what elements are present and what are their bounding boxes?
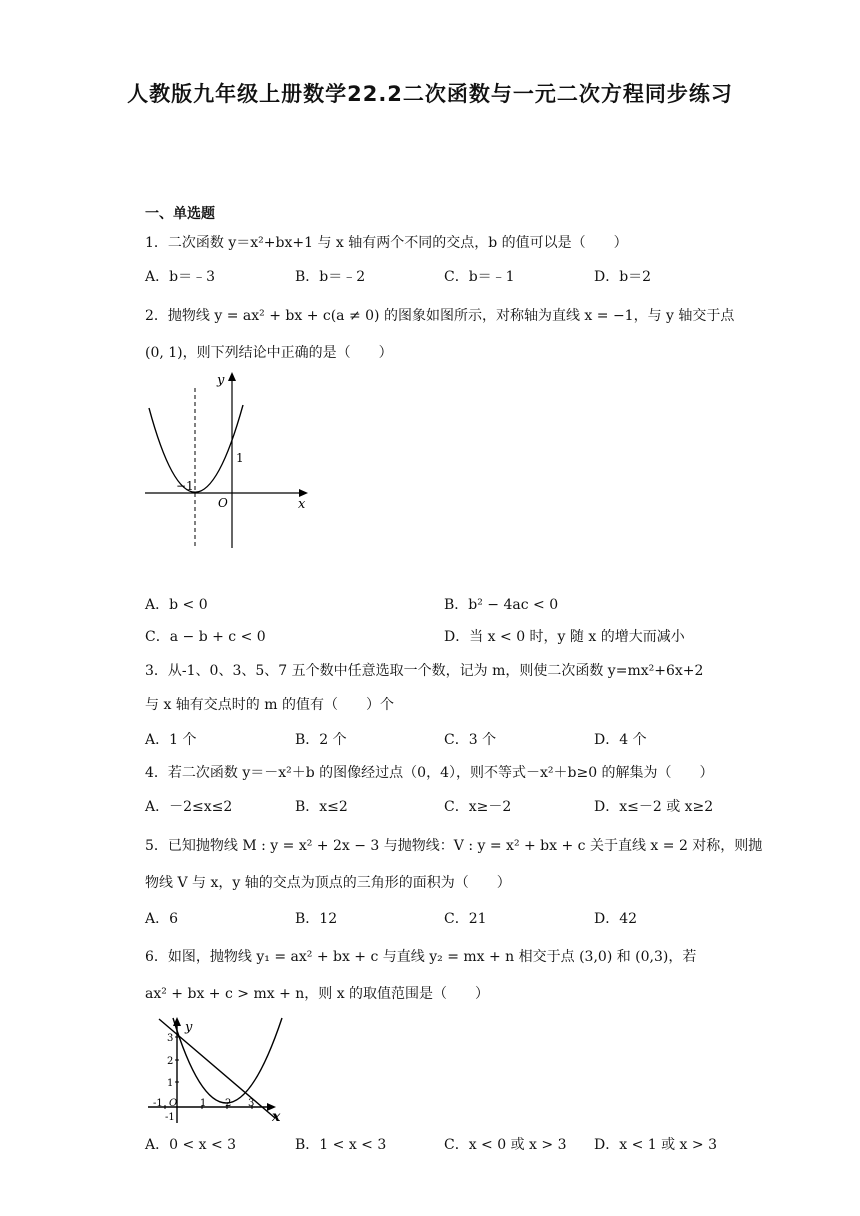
q6-x-tick-1: 1 — [200, 1098, 207, 1109]
q2-parabola-graph — [140, 368, 315, 553]
question-4-text: 4．若二次函数 y＝－x²＋b 的图像经过点（0，4），则不等式－x²＋b≥0 的解集为（ ） — [145, 765, 714, 781]
q5-option-c[interactable]: C．21 — [444, 911, 487, 927]
q2-origin-label: O — [218, 496, 228, 510]
q6-origin-label: O — [169, 1098, 178, 1109]
q6-x-tick-neg1: -1 — [153, 1098, 163, 1109]
q3-option-a[interactable]: A．1 个 — [145, 732, 197, 748]
q6-x-tick-2: 2 — [225, 1098, 232, 1109]
q3-option-c[interactable]: C．3 个 — [444, 732, 497, 748]
question-5-line-1: 5．已知抛物线 M : y = x² + 2x − 3 与抛物线：V : y = x² + bx + c 关于直线 x = 2 对称，则抛 — [145, 838, 763, 854]
q6-parabola-line-graph — [145, 1013, 290, 1128]
q3-option-d[interactable]: D．4 个 — [594, 732, 647, 748]
question-1-text: 1．二次函数 y＝x²+bx+1 与 x 轴有两个不同的交点，b 的值可以是（ ） — [145, 235, 628, 251]
q1-option-a[interactable]: A．b＝﹣3 — [145, 269, 215, 285]
q2-option-d[interactable]: D．当 x < 0 时，y 随 x 的增大而减小 — [444, 629, 685, 645]
q6-y-tick-2: 2 — [167, 1056, 174, 1067]
q6-x-axis-label: x — [272, 1109, 281, 1125]
q4-option-c[interactable]: C．x≥－2 — [444, 799, 512, 815]
q4-option-b[interactable]: B．x≤2 — [295, 799, 348, 815]
q6-option-c[interactable]: C．x < 0 或 x > 3 — [444, 1137, 567, 1153]
q2-x-axis-label: x — [298, 497, 306, 512]
q1-option-d[interactable]: D．b＝2 — [594, 269, 652, 285]
q2-option-a[interactable]: A．b < 0 — [145, 597, 208, 613]
q6-option-d[interactable]: D．x < 1 或 x > 3 — [594, 1137, 717, 1153]
q2-option-c[interactable]: C．a − b + c < 0 — [145, 629, 266, 645]
q4-option-d[interactable]: D．x≤－2 或 x≥2 — [594, 799, 714, 815]
q6-option-b[interactable]: B．1 < x < 3 — [295, 1137, 387, 1153]
q6-option-a[interactable]: A．0 < x < 3 — [145, 1137, 237, 1153]
q1-option-c[interactable]: C．b＝﹣1 — [444, 269, 515, 285]
question-3-line-1: 3．从-1、0、3、5、7 五个数中任意选取一个数，记为 m，则使二次函数 y=mx²+6x+2 — [145, 663, 704, 679]
question-6-line-1: 6．如图，抛物线 y₁ = ax² + bx + c 与直线 y₂ = mx + n 相交于点 (3,0) 和 (0,3)，若 — [145, 949, 697, 965]
page-title: 人教版九年级上册数学22.2二次函数与一元二次方程同步练习 — [127, 82, 733, 106]
section-heading: 一、单选题 — [145, 206, 215, 222]
q1-option-b[interactable]: B．b＝﹣2 — [295, 269, 366, 285]
q3-option-b[interactable]: B．2 个 — [295, 732, 347, 748]
question-2-line-1: 2．抛物线 y = ax² + bx + c(a ≠ 0) 的图象如图所示，对称轴为直线 x = −1，与 y 轴交于点 — [145, 308, 735, 324]
q6-y-axis-label: y — [185, 1020, 193, 1035]
question-6-line-2: ax² + bx + c > mx + n，则 x 的取值范围是（ ） — [145, 986, 490, 1002]
question-5-line-2: 物线 V 与 x，y 轴的交点为顶点的三角形的面积为（ ） — [145, 875, 511, 891]
q5-option-d[interactable]: D．42 — [594, 911, 638, 927]
q2-neg1-label: −1 — [176, 479, 194, 493]
q4-option-a[interactable]: A．－2≤x≤2 — [145, 799, 233, 815]
q6-x-tick-3: 3 — [248, 1098, 255, 1109]
q5-option-b[interactable]: B．12 — [295, 911, 338, 927]
question-2-line-2: (0, 1)，则下列结论中正确的是（ ） — [145, 345, 393, 361]
q6-y-tick-3: 3 — [167, 1033, 174, 1044]
q6-y-tick-neg1: -1 — [165, 1112, 175, 1123]
question-3-line-2: 与 x 轴有交点时的 m 的值有（ ）个 — [145, 697, 394, 713]
q5-option-a[interactable]: A．6 — [145, 911, 179, 927]
q2-y-axis-label: y — [217, 373, 225, 388]
q2-option-b[interactable]: B．b² − 4ac < 0 — [444, 597, 559, 613]
q6-y-tick-1: 1 — [167, 1078, 174, 1089]
q2-one-label: 1 — [236, 451, 244, 465]
